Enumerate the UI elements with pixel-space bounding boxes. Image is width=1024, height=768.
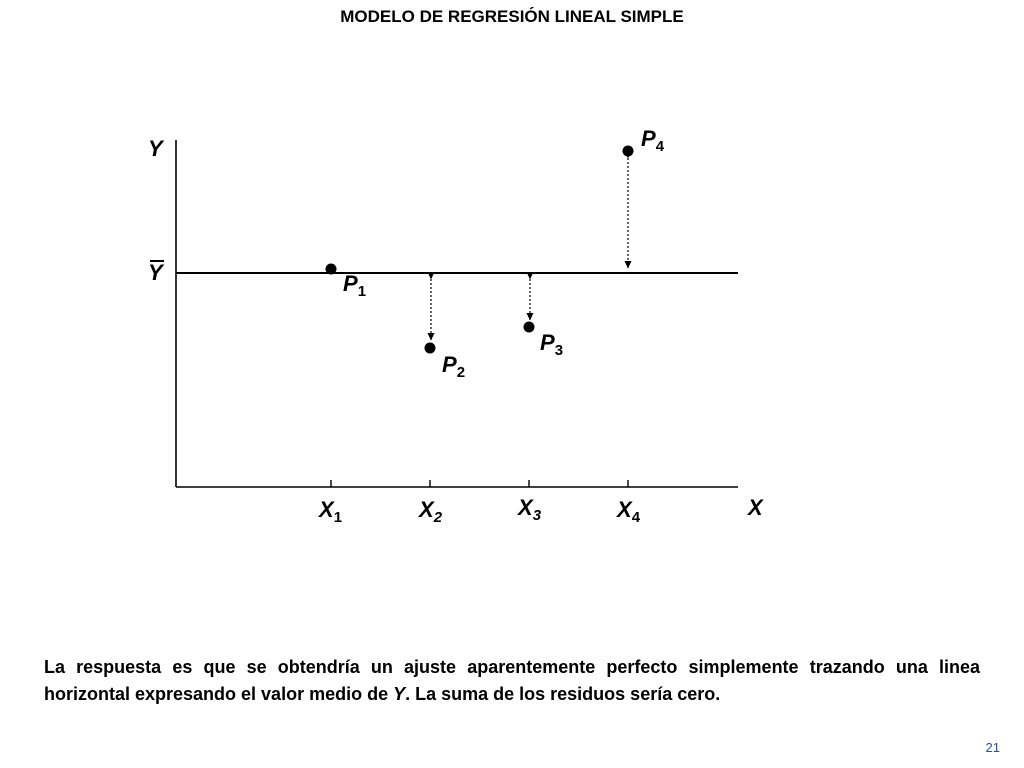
slide-number: 21	[985, 740, 1000, 755]
slide-title: MODELO DE REGRESIÓN LINEAL SIMPLE	[340, 7, 684, 26]
mean-label: Y	[148, 260, 163, 285]
point-label-p1: P1	[343, 271, 367, 300]
caption-variable: Y	[393, 684, 406, 704]
caption-text	[44, 654, 980, 708]
tick-label-x4: X4	[617, 497, 641, 526]
tick-label-x3: X3	[518, 495, 542, 524]
y-axis-label: Y	[148, 136, 163, 161]
tick-label-x2: X2	[419, 497, 443, 526]
point-label-p3: P3	[540, 330, 564, 359]
caption-part-1: La respuesta es que se obtendría un ajuste aparentemente perfecto simplemente trazando una linea horizontal expresando el valor medio de	[44, 657, 980, 704]
point-label-p2: P2	[442, 352, 466, 381]
point-p4	[623, 146, 634, 157]
point-p3	[524, 322, 535, 333]
x-axis-label: X	[748, 495, 763, 520]
point-p2	[425, 343, 436, 354]
point-p1	[326, 264, 337, 275]
caption-part-2: . La suma de los residuos sería cero.	[405, 684, 721, 704]
tick-label-x1: X1	[319, 497, 343, 526]
point-label-p4: P4	[641, 126, 665, 155]
